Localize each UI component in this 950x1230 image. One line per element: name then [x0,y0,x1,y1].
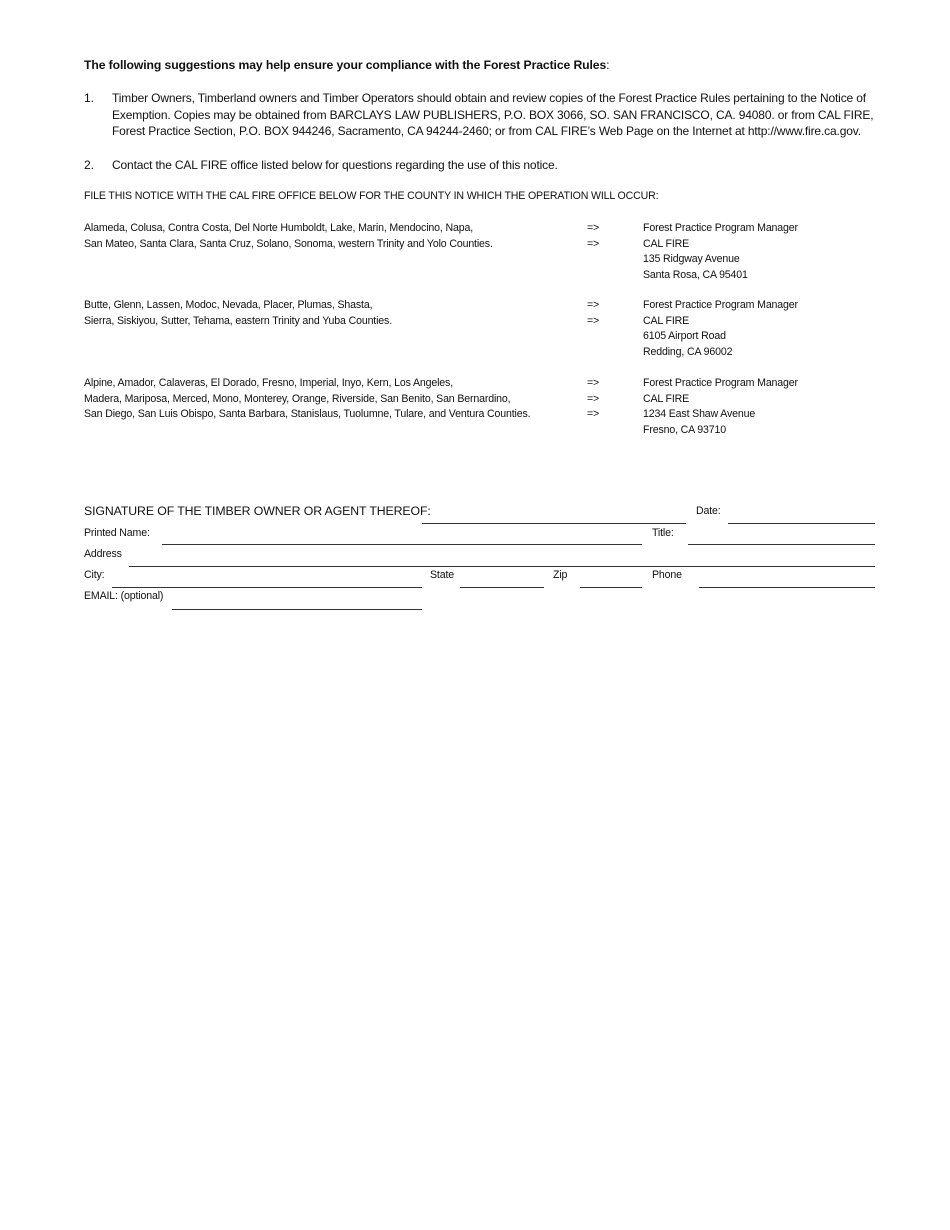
address-line: CAL FIRE [643,392,690,405]
email-label: EMAIL: (optional) [84,590,164,602]
county-line: Butte, Glenn, Lassen, Modoc, Nevada, Placer, Plumas, Shasta, [84,299,373,311]
address-line: Forest Practice Program Manager [643,377,798,389]
address-field[interactable] [129,566,875,567]
office-1-arrows [587,221,599,252]
county-line: San Mateo, Santa Clara, Santa Cruz, Solano, Sonoma, western Trinity and Yolo Counties. [84,237,493,250]
address-line: 135 Ridgway Avenue [643,253,740,265]
address-line: Forest Practice Program Manager [643,222,798,234]
arrow: => [587,299,600,311]
printed-name-label: Printed Name: [84,527,150,539]
title-field[interactable] [688,544,875,545]
heading-colon: : [606,58,610,72]
office-1-counties [84,221,493,252]
office-2-counties [84,298,392,329]
phone-field[interactable] [699,587,875,588]
address-line: Santa Rosa, CA 95401 [643,268,748,281]
county-line: San Diego, San Luis Obispo, Santa Barbara, Stanislaus, Tuolumne, Tulare, and Ventura Counties. [84,408,531,420]
address-line: CAL FIRE [643,314,690,327]
item-2-line: Contact the CAL FIRE office listed below for questions regarding the use of this notice. [112,158,558,172]
address-label: Address [84,548,122,560]
county-line: Alpine, Amador, Calaveras, El Dorado, Fresno, Imperial, Inyo, Kern, Los Angeles, [84,377,453,389]
item-1-line: Forest Practice Section, P.O. BOX 944246, Sacramento, CA 94244-2460; or from CAL FIRE’s Web Page on the Internet at http://www.fire.ca.gov. [112,124,861,138]
arrow: => [587,377,600,389]
title-label: Title: [652,527,674,539]
county-line: Sierra, Siskiyou, Sutter, Tehama, eastern Trinity and Yuba Counties. [84,314,392,327]
office-2-address [643,298,798,360]
item-1-text [112,90,873,140]
state-field[interactable] [460,587,544,588]
address-line: Redding, CA 96002 [643,345,733,358]
state-label: State [430,569,454,581]
page-heading [84,58,609,72]
item-2-text [112,157,558,174]
office-2-arrows [587,298,599,329]
date-field[interactable] [728,523,875,524]
county-line: Madera, Mariposa, Merced, Mono, Monterey, Orange, Riverside, San Benito, San Bernardino, [84,392,511,405]
city-label: City: [84,569,105,581]
address-line: Fresno, CA 93710 [643,423,726,436]
arrow: => [587,222,600,234]
office-3-arrows [587,376,599,423]
phone-label: Phone [652,569,682,581]
date-label: Date: [696,505,721,517]
item-1-number: 1. [84,91,95,105]
arrow: => [587,314,600,327]
zip-field[interactable] [580,587,642,588]
office-1-address [643,221,798,283]
item-1-line: Timber Owners, Timberland owners and Timber Operators should obtain and review copies of the Forest Practice Rules pertaining to the Notice of [112,91,866,105]
office-3-counties [84,376,530,423]
arrow: => [587,237,600,250]
address-line: 1234 East Shaw Avenue [643,408,756,420]
arrow: => [587,392,600,405]
item-2-number: 2. [84,158,95,172]
office-3-address [643,376,798,438]
address-line: 6105 Airport Road [643,330,726,342]
item-1-line: Exemption. Copies may be obtained from BARCLAYS LAW PUBLISHERS, P.O. BOX 3066, SO. SAN FRANCISCO, CA. 94080. or from CAL FIRE, [112,107,874,122]
file-notice: FILE THIS NOTICE WITH THE CAL FIRE OFFICE BELOW FOR THE COUNTY IN WHICH THE OPERATION WILL OCCUR: [84,190,659,202]
signature-label: SIGNATURE OF THE TIMBER OWNER OR AGENT THEREOF: [84,504,431,518]
county-line: Alameda, Colusa, Contra Costa, Del Norte Humboldt, Lake, Marin, Mendocino, Napa, [84,222,473,234]
address-line: CAL FIRE [643,237,690,250]
email-field[interactable] [172,609,422,610]
address-line: Forest Practice Program Manager [643,299,798,311]
city-field[interactable] [112,587,422,588]
arrow: => [587,408,600,420]
signature-field[interactable] [422,523,686,524]
printed-name-field[interactable] [162,544,642,545]
zip-label: Zip [553,569,568,581]
heading-text: The following suggestions may help ensure your compliance with the Forest Practice Rules [84,58,607,72]
